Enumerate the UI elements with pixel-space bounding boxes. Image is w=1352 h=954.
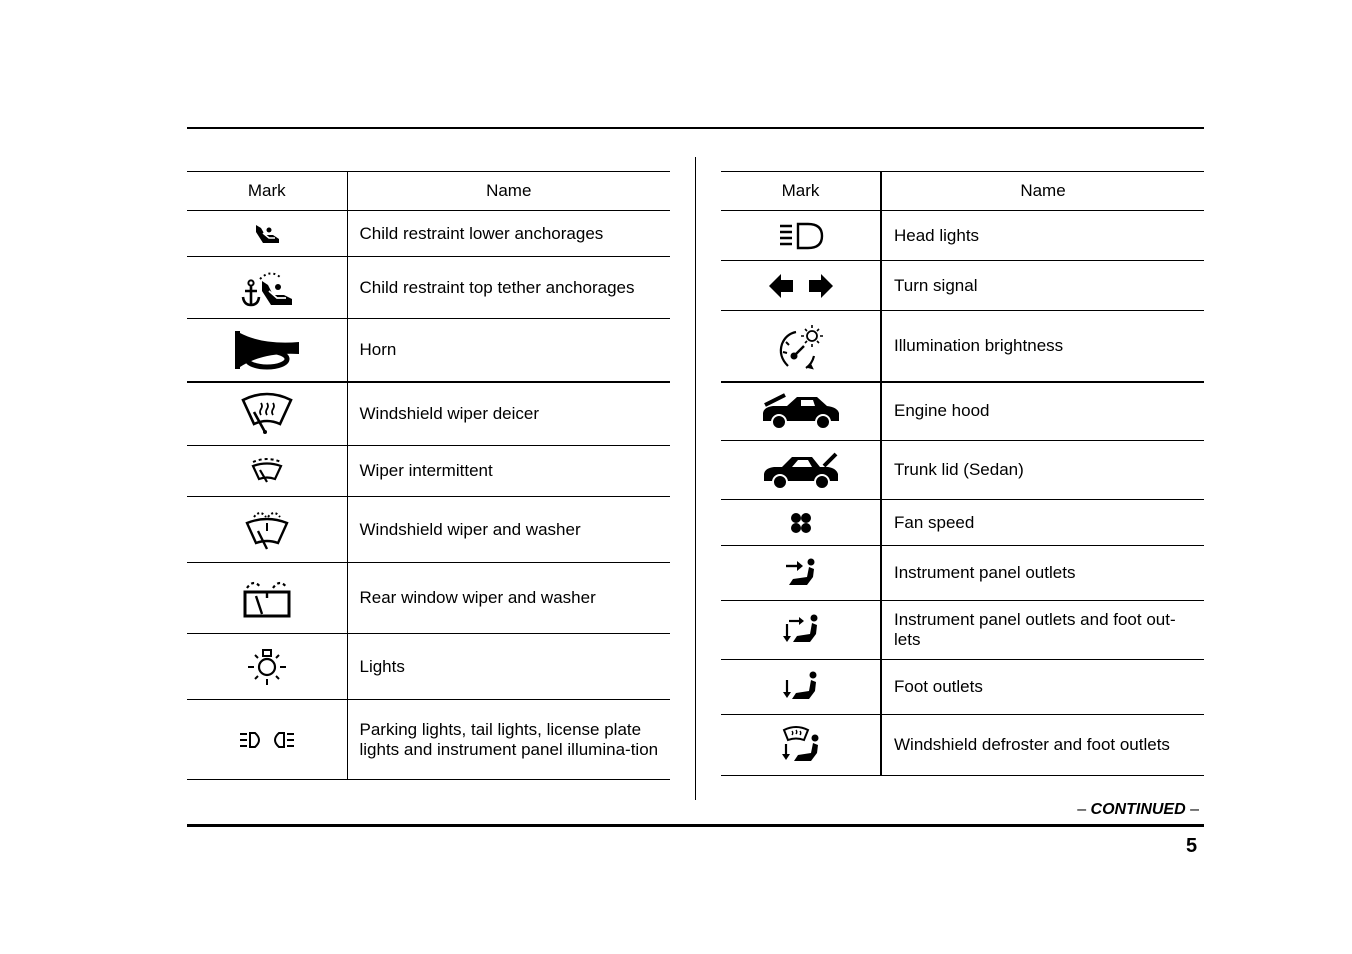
list-item: Instrument panel outlets	[881, 546, 1204, 601]
table-row	[721, 211, 1204, 261]
list-item: Engine hood	[881, 382, 1204, 441]
table-row	[721, 660, 1204, 715]
foot-outlets-icon	[782, 670, 820, 704]
panel-and-foot-outlets-icon	[781, 612, 821, 648]
table-row	[187, 497, 670, 563]
list-item: Rear window wiper and washer	[347, 563, 670, 634]
table-row	[187, 446, 670, 497]
table-row	[187, 382, 670, 446]
list-item: Instrument panel outlets and foot out-lets	[881, 601, 1204, 660]
table-row	[721, 715, 1204, 776]
list-item: Child restraint lower anchorages	[347, 211, 670, 257]
list-item: Child restraint top tether anchorages	[347, 257, 670, 319]
continued-dash-right: –	[1185, 801, 1199, 818]
list-item: Illumination brightness	[881, 311, 1204, 382]
symbols-table-right	[721, 171, 1204, 776]
parking-lights-icon	[238, 730, 296, 750]
table-row	[187, 563, 670, 634]
illumination-brightness-icon	[774, 322, 828, 370]
table-row	[721, 311, 1204, 382]
continued-label	[1077, 801, 1199, 819]
list-item: Parking lights, tail lights, license plate lights and instrument panel illumina-tion	[347, 700, 670, 780]
defroster-foot-outlets-icon	[780, 724, 822, 766]
table-row	[187, 700, 670, 780]
table-row	[721, 382, 1204, 441]
column-divider	[695, 157, 696, 800]
table-row	[721, 500, 1204, 546]
list-item: Fan speed	[881, 500, 1204, 546]
list-item: Head lights	[881, 211, 1204, 261]
child-restraint-top-tether-icon	[238, 267, 296, 309]
child-restraint-lower-anchorage-icon	[253, 223, 281, 245]
list-item: Windshield wiper and washer	[347, 497, 670, 563]
windshield-wiper-washer-icon	[244, 509, 290, 551]
engine-hood-icon	[761, 391, 841, 431]
list-item: Lights	[347, 634, 670, 700]
head-lights-icon	[778, 222, 824, 250]
lights-icon	[245, 647, 289, 687]
list-item: Trunk lid (Sedan)	[881, 441, 1204, 500]
page-number: 5	[1186, 835, 1198, 857]
mark-column-header: Mark	[187, 172, 347, 211]
list-item: Windshield wiper deicer	[347, 382, 670, 446]
instrument-panel-outlets-icon	[783, 557, 819, 589]
list-item: Turn signal	[881, 261, 1204, 311]
mark-column-header: Mark	[721, 172, 881, 211]
table-row	[721, 546, 1204, 601]
wiper-intermittent-icon	[250, 457, 284, 485]
list-item: Wiper intermittent	[347, 446, 670, 497]
table-row	[721, 261, 1204, 311]
list-item: Foot outlets	[881, 660, 1204, 715]
name-column-header: Name	[881, 172, 1204, 211]
trunk-lid-icon	[762, 450, 840, 490]
bottom-rule	[187, 824, 1204, 827]
table-row	[187, 319, 670, 382]
turn-signal-icon	[768, 273, 834, 299]
table-row	[187, 634, 670, 700]
continued-text: CONTINUED	[1090, 801, 1186, 818]
symbols-table-left	[187, 171, 670, 780]
table-header-row	[187, 172, 670, 211]
list-item: Windshield defroster and foot outlets	[881, 715, 1204, 776]
table-header-row	[721, 172, 1204, 211]
table-row	[187, 257, 670, 319]
top-rule	[187, 127, 1204, 129]
fan-speed-icon	[790, 512, 812, 534]
table-row	[721, 601, 1204, 660]
table-row	[187, 211, 670, 257]
continued-dash-left: –	[1077, 801, 1091, 818]
name-column-header: Name	[347, 172, 670, 211]
horn-icon	[233, 329, 301, 371]
table-row	[721, 441, 1204, 500]
windshield-wiper-deicer-icon	[239, 392, 295, 436]
rear-window-wiper-washer-icon	[242, 576, 292, 620]
list-item: Horn	[347, 319, 670, 382]
